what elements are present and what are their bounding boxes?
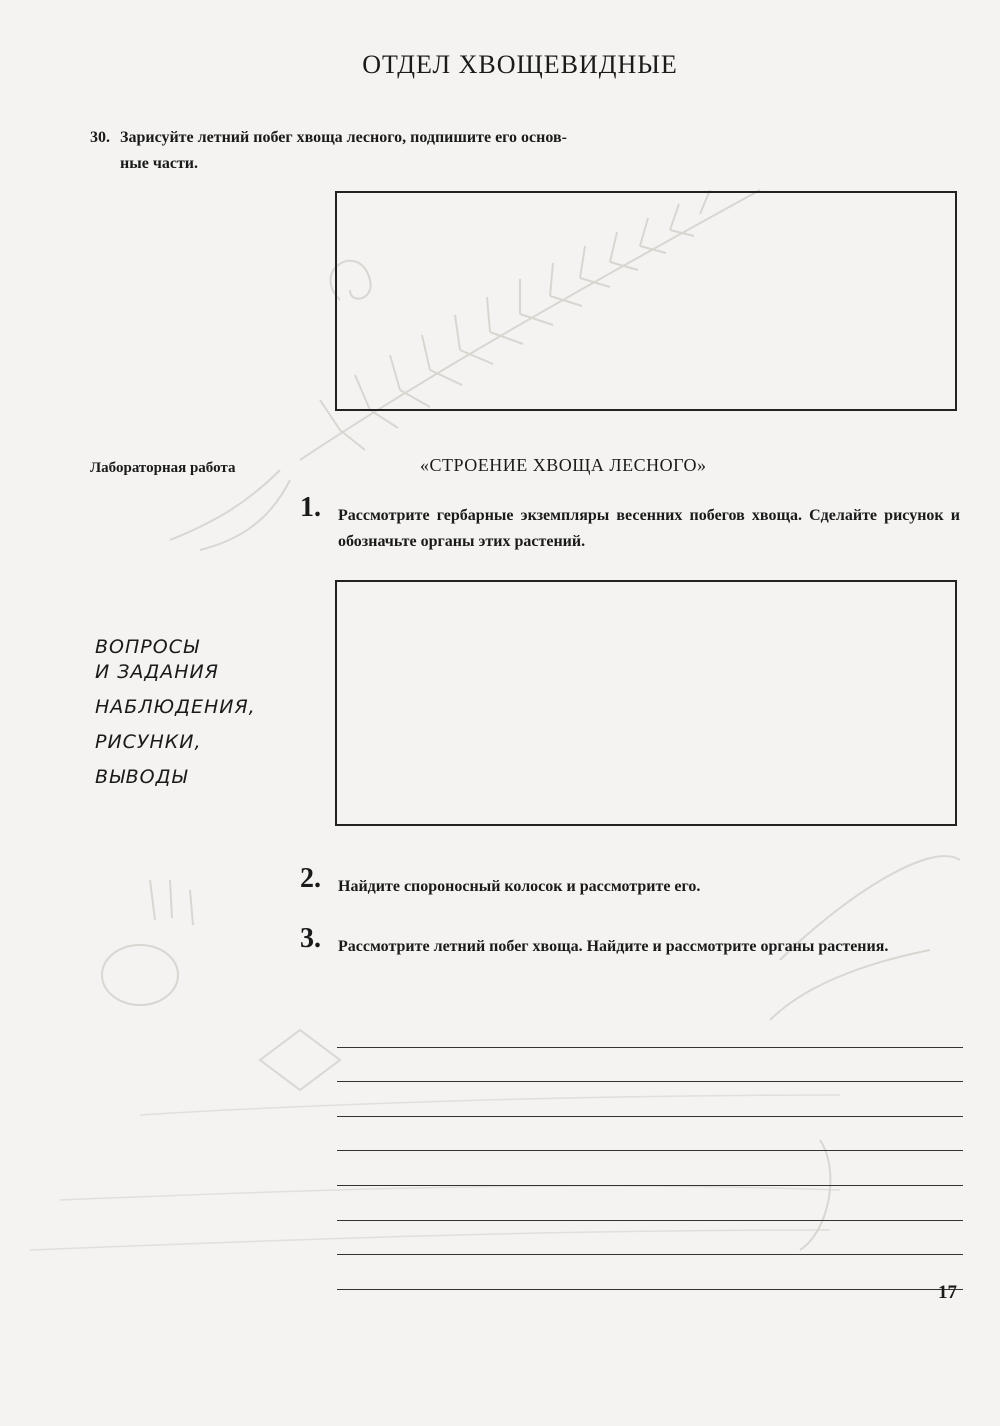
drawing-box-task-1[interactable] xyxy=(335,580,957,826)
answer-line[interactable] xyxy=(337,1186,963,1221)
answer-line[interactable] xyxy=(337,1151,963,1186)
lab-work-label: Лабораторная работа xyxy=(90,460,236,476)
sidebar-heading xyxy=(95,635,256,790)
lab-work-title: «СТРОЕНИЕ ХВОЩА ЛЕСНОГО» xyxy=(420,455,707,475)
lab-task-2-text: Найдите спороносный колосок и рассмотрите его. xyxy=(338,878,701,895)
lab-task-3-number: 3. xyxy=(300,923,321,954)
sidebar-line-2: И ЗАДАНИЯ xyxy=(95,661,219,683)
sidebar-line-3: НАБЛЮДЕНИЯ, xyxy=(95,696,256,718)
sidebar-line-5: ВЫВОДЫ xyxy=(95,766,188,788)
lab-task-2-number: 2. xyxy=(300,863,321,894)
answer-line[interactable] xyxy=(337,1082,963,1117)
sidebar-line-4: РИСУНКИ, xyxy=(95,731,202,753)
answer-line[interactable] xyxy=(337,1048,963,1083)
drawing-box-task-30[interactable] xyxy=(335,191,957,411)
page-title: ОТДЕЛ ХВОЩЕВИДНЫЕ xyxy=(362,50,678,79)
answer-line[interactable] xyxy=(337,1221,963,1256)
lab-task-1-text: Рассмотрите гербарные экземпляры весенних побегов хвоща. Сделайте рисунок и обозначьте органы этих растений. xyxy=(338,507,960,550)
lab-task-1-number: 1. xyxy=(300,492,321,523)
answer-line[interactable] xyxy=(337,1117,963,1152)
answer-lines xyxy=(337,1013,963,1290)
lab-task-1 xyxy=(300,492,960,555)
task-30-text-line2: ные части. xyxy=(120,155,199,172)
task-30-text-line1: Зарисуйте летний побег хвоща лесного, подпишите его основ- xyxy=(120,129,567,146)
task-30 xyxy=(90,125,750,177)
lab-task-2 xyxy=(300,863,960,900)
task-30-number: 30. xyxy=(90,129,110,146)
answer-line[interactable] xyxy=(337,1013,963,1048)
lab-task-3 xyxy=(300,923,960,960)
page-number: 17 xyxy=(938,1282,957,1303)
answer-line[interactable] xyxy=(337,1255,963,1290)
lab-task-3-text: Рассмотрите летний побег хвоща. Найдите и рассмотрите органы растения. xyxy=(338,938,889,955)
sidebar-line-1: ВОПРОСЫ xyxy=(95,636,200,658)
